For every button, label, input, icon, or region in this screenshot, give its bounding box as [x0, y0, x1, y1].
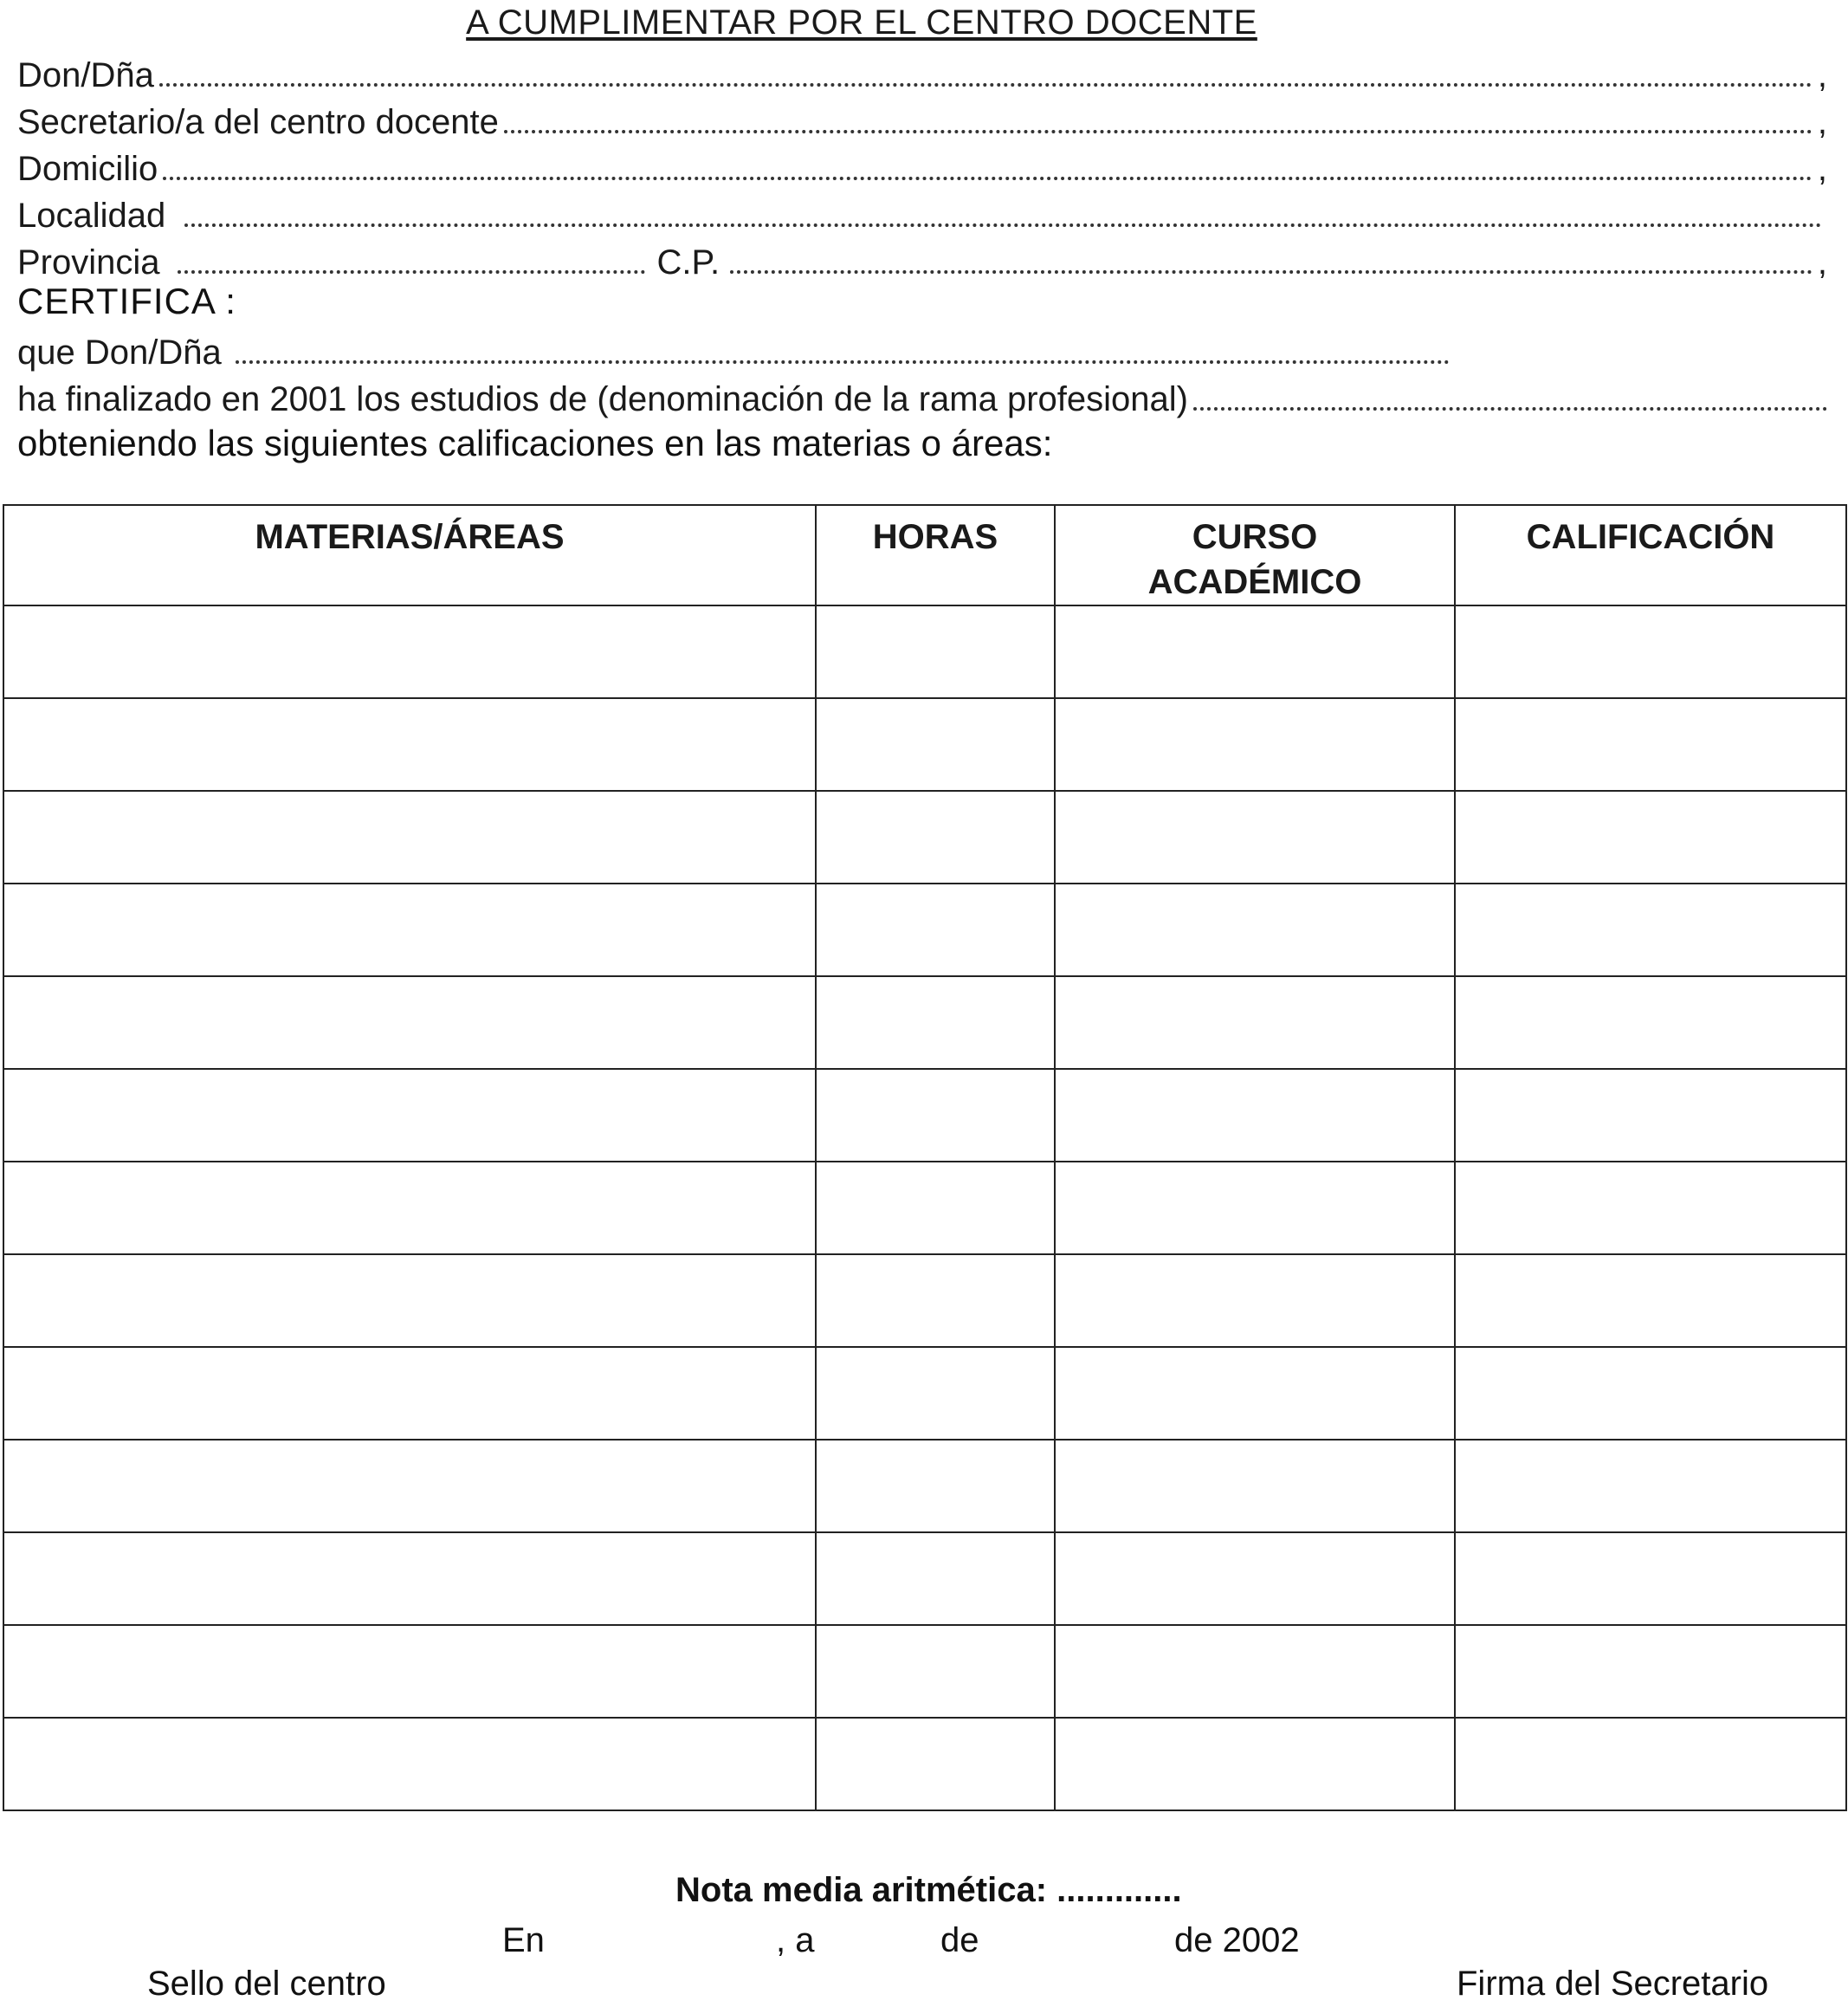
table-row — [3, 1347, 1846, 1440]
date-a: , a — [776, 1921, 815, 1959]
firma-label: Firma del Secretario — [1457, 1965, 1769, 2003]
horas-cell[interactable] — [816, 1162, 1055, 1254]
table-row — [3, 791, 1846, 884]
calificacion-cell[interactable] — [1455, 791, 1846, 884]
horas-cell[interactable] — [816, 1347, 1055, 1440]
provincia-field[interactable] — [17, 236, 1827, 282]
calificacion-cell[interactable] — [1455, 1069, 1846, 1162]
curso-cell[interactable] — [1055, 884, 1455, 976]
curso-cell[interactable] — [1055, 1625, 1455, 1718]
horas-cell[interactable] — [816, 605, 1055, 698]
cp-dotted-line[interactable] — [730, 270, 1812, 274]
materia-cell[interactable] — [3, 976, 816, 1069]
horas-cell[interactable] — [816, 1440, 1055, 1532]
calificacion-cell[interactable] — [1455, 1254, 1846, 1347]
calificacion-cell[interactable] — [1455, 698, 1846, 791]
calificacion-cell[interactable] — [1455, 1162, 1846, 1254]
calificacion-cell[interactable] — [1455, 1625, 1846, 1718]
materia-cell[interactable] — [3, 1347, 816, 1440]
table-row — [3, 1162, 1846, 1254]
calificacion-cell[interactable] — [1455, 1347, 1846, 1440]
table-row — [3, 1069, 1846, 1162]
header-curso-line2: ACADÉMICO — [1147, 563, 1362, 601]
table-row — [3, 698, 1846, 791]
horas-cell[interactable] — [816, 791, 1055, 884]
curso-cell[interactable] — [1055, 1162, 1455, 1254]
header-calificacion: CALIFICACIÓN — [1455, 505, 1846, 605]
table-header-row — [3, 505, 1846, 605]
don-dna-comma: , — [1817, 56, 1827, 94]
date-en: En — [502, 1921, 545, 1959]
don-dna-field[interactable] — [17, 49, 1827, 95]
curso-cell[interactable] — [1055, 1254, 1455, 1347]
table-row — [3, 1718, 1846, 1810]
horas-cell[interactable] — [816, 976, 1055, 1069]
materia-cell[interactable] — [3, 1718, 816, 1810]
obteniendo-text: obteniendo las siguientes calificaciones en las materias o áreas: — [17, 423, 1053, 463]
curso-cell[interactable] — [1055, 976, 1455, 1069]
calificacion-cell[interactable] — [1455, 1440, 1846, 1532]
provincia-dotted-line[interactable] — [178, 270, 645, 274]
grades-table — [3, 504, 1847, 1811]
horas-cell[interactable] — [816, 884, 1055, 976]
materia-cell[interactable] — [3, 698, 816, 791]
curso-cell[interactable] — [1055, 605, 1455, 698]
materia-cell[interactable] — [3, 605, 816, 698]
table-row — [3, 1254, 1846, 1347]
table-row — [3, 1625, 1846, 1718]
calificacion-cell[interactable] — [1455, 976, 1846, 1069]
curso-cell[interactable] — [1055, 1532, 1455, 1625]
domicilio-field[interactable] — [17, 142, 1827, 189]
localidad-label: Localidad — [17, 197, 166, 235]
horas-cell[interactable] — [816, 1718, 1055, 1810]
domicilio-dotted-line[interactable] — [163, 177, 1812, 180]
materia-cell[interactable] — [3, 1069, 816, 1162]
form-heading: A CUMPLIMENTAR POR EL CENTRO DOCENTE — [466, 3, 1257, 42]
que-don-dna-field[interactable] — [17, 326, 1455, 372]
sello-label: Sello del centro — [147, 1965, 386, 2003]
calificacion-cell[interactable] — [1455, 884, 1846, 976]
table-row — [3, 605, 1846, 698]
horas-cell[interactable] — [816, 1625, 1055, 1718]
table-row — [3, 976, 1846, 1069]
horas-cell[interactable] — [816, 1532, 1055, 1625]
table-row — [3, 1440, 1846, 1532]
curso-cell[interactable] — [1055, 1069, 1455, 1162]
secretario-field[interactable] — [17, 95, 1827, 142]
horas-cell[interactable] — [816, 698, 1055, 791]
estudios-field[interactable] — [17, 372, 1827, 419]
materia-cell[interactable] — [3, 1532, 816, 1625]
provincia-comma: , — [1817, 243, 1827, 282]
localidad-field[interactable] — [17, 189, 1827, 236]
materia-cell[interactable] — [3, 1254, 816, 1347]
don-dna-dotted-line[interactable] — [159, 83, 1812, 87]
calificacion-cell[interactable] — [1455, 1532, 1846, 1625]
cp-label: C.P. — [656, 243, 720, 282]
materia-cell[interactable] — [3, 1162, 816, 1254]
secretario-label: Secretario/a del centro docente — [17, 103, 499, 141]
header-curso-academico — [1055, 505, 1455, 605]
header-materias: MATERIAS/ÁREAS — [3, 505, 816, 605]
header-horas: HORAS — [816, 505, 1055, 605]
estudios-dotted-line[interactable] — [1193, 407, 1827, 411]
date-de: de — [940, 1921, 979, 1959]
curso-cell[interactable] — [1055, 791, 1455, 884]
certifica-label: CERTIFICA : — [17, 281, 236, 321]
domicilio-label: Domicilio — [17, 150, 158, 188]
curso-cell[interactable] — [1055, 698, 1455, 791]
calificacion-cell[interactable] — [1455, 605, 1846, 698]
table-row — [3, 1532, 1846, 1625]
header-curso-line1: CURSO — [1192, 518, 1318, 556]
localidad-dotted-line[interactable] — [184, 223, 1822, 227]
materia-cell[interactable] — [3, 884, 816, 976]
materia-cell[interactable] — [3, 1440, 816, 1532]
calificacion-cell[interactable] — [1455, 1718, 1846, 1810]
secretario-dotted-line[interactable] — [504, 130, 1812, 133]
curso-cell[interactable] — [1055, 1347, 1455, 1440]
domicilio-comma: , — [1817, 150, 1827, 188]
table-row — [3, 884, 1846, 976]
que-don-dna-dotted-line[interactable] — [236, 360, 1450, 364]
que-don-dna-label: que Don/Dña — [17, 333, 222, 372]
provincia-label: Provincia — [17, 243, 160, 282]
materia-cell[interactable] — [3, 791, 816, 884]
horas-cell[interactable] — [816, 1254, 1055, 1347]
estudios-label: ha finalizado en 2001 los estudios de (denominación de la rama profesional) — [17, 380, 1188, 418]
secretario-comma: , — [1817, 103, 1827, 141]
horas-cell[interactable] — [816, 1069, 1055, 1162]
curso-cell[interactable] — [1055, 1440, 1455, 1532]
nota-media: Nota media aritmética: ............. — [675, 1871, 1182, 1909]
date-de-year: de 2002 — [1174, 1921, 1300, 1959]
don-dna-label: Don/Dña — [17, 56, 154, 94]
materia-cell[interactable] — [3, 1625, 816, 1718]
curso-cell[interactable] — [1055, 1718, 1455, 1810]
